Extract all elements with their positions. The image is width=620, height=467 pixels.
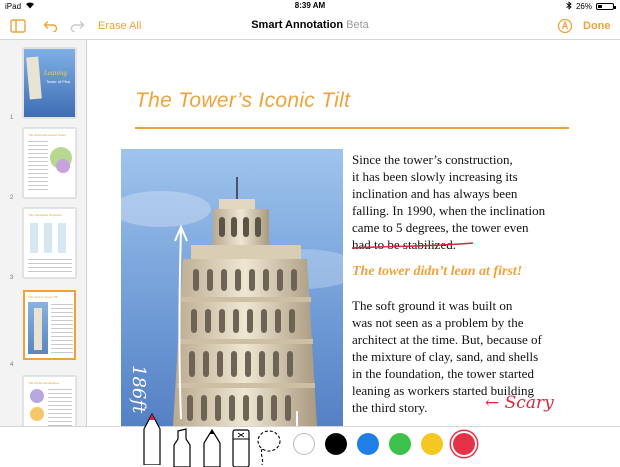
thumb-heading: The World-Renowned Tower: [28, 133, 66, 137]
thumb-tower: [34, 308, 42, 350]
document-page[interactable]: [87, 40, 620, 426]
eraser-tool-icon[interactable]: [231, 429, 251, 467]
title-text: Smart Annotation: [251, 19, 344, 31]
status-bar: [0, 0, 620, 13]
pencil-tool-icon[interactable]: [201, 429, 223, 467]
text-line: falling. In 1990, when the inclination: [352, 203, 546, 218]
text-line: the third story.: [352, 400, 428, 415]
page-number: 1: [10, 115, 14, 121]
thumb-heading: The Tower's Iconic Tilt: [28, 295, 58, 299]
marker-tool-icon[interactable]: [171, 427, 193, 467]
heading-rule: [135, 127, 569, 129]
pen-tool-icon[interactable]: [141, 413, 163, 465]
text-line: had to be stabilized.: [352, 237, 456, 252]
color-swatch-red[interactable]: [453, 433, 475, 455]
thumb-text: [28, 141, 48, 191]
lasso-tool-icon[interactable]: [256, 429, 282, 466]
battery-icon: [596, 3, 614, 10]
page-number: 4: [10, 362, 14, 368]
thumb-heading: The Perfect Experience: [28, 381, 60, 385]
thumb-heading: The Impossible Structure: [28, 213, 62, 217]
toolbar: [0, 13, 620, 40]
thumb-map-region: [56, 159, 70, 173]
color-swatch-green[interactable]: [389, 433, 411, 455]
paragraph-1: [352, 151, 545, 253]
thumb-figure: [30, 389, 44, 403]
cover-subtitle: Tower of Pisa: [46, 79, 71, 84]
text-line: came to 5 degrees, the tower even: [352, 220, 529, 235]
bluetooth-icon: [566, 1, 572, 12]
handwritten-note: ← Scary: [485, 393, 554, 413]
thumb-figure: [44, 223, 52, 253]
thumb-text: [48, 389, 72, 426]
text-line: Since the tower’s construction,: [352, 152, 513, 167]
title-beta-tag: Beta: [346, 19, 369, 31]
page-number: 2: [10, 195, 14, 201]
done-button[interactable]: Done: [583, 20, 611, 32]
page-thumbnail-sidebar: [0, 40, 87, 426]
tower-photo: [121, 149, 343, 426]
thumbnail-page-1[interactable]: [23, 48, 76, 118]
device-label: iPad: [5, 1, 22, 11]
battery-level: [598, 5, 602, 8]
text-line: The soft ground it was built on: [352, 298, 513, 313]
page-number: 3: [10, 275, 14, 281]
color-swatch-yellow[interactable]: [421, 433, 443, 455]
battery-percent: 26%: [575, 2, 592, 11]
thumb-figure: [30, 223, 38, 253]
text-line: was not seen as a problem by the: [352, 315, 524, 330]
text-line: in the foundation, the tower started: [352, 366, 534, 381]
text-line: architect at the time. But, because of: [352, 332, 542, 347]
document-title: [0, 19, 620, 31]
pen-circle-icon: [557, 18, 573, 34]
color-swatch-blue[interactable]: [357, 433, 379, 455]
page-heading: The Tower’s Iconic Tilt: [135, 89, 351, 112]
thumbnail-page-2[interactable]: [23, 128, 76, 198]
color-swatch-black[interactable]: [325, 433, 347, 455]
thumbnail-page-4[interactable]: [23, 290, 76, 360]
clock: 8:39 AM: [294, 1, 326, 10]
thumb-text: [51, 304, 73, 354]
thumb-figure: [58, 223, 66, 253]
cover-title: Leaning: [44, 69, 67, 77]
thumb-text: [28, 259, 72, 273]
thumbnail-page-3[interactable]: [23, 208, 76, 278]
text-line: the mixture of clay, sand, and shells: [352, 349, 539, 364]
thumb-figure: [30, 407, 44, 421]
thumbnail-page-5[interactable]: [23, 376, 76, 426]
pen-settings-button[interactable]: [557, 13, 573, 39]
erase-all-button[interactable]: Erase All: [98, 20, 142, 32]
color-swatch-white[interactable]: [293, 433, 315, 455]
text-line: inclination and has always been: [352, 186, 518, 201]
subheading: The tower didn’t lean at first!: [352, 264, 523, 279]
handwritten-height-note: 186ft: [128, 365, 149, 414]
text-line: leaning as workers started building: [352, 383, 534, 398]
text-line: it has been slowly increasing its: [352, 169, 518, 184]
